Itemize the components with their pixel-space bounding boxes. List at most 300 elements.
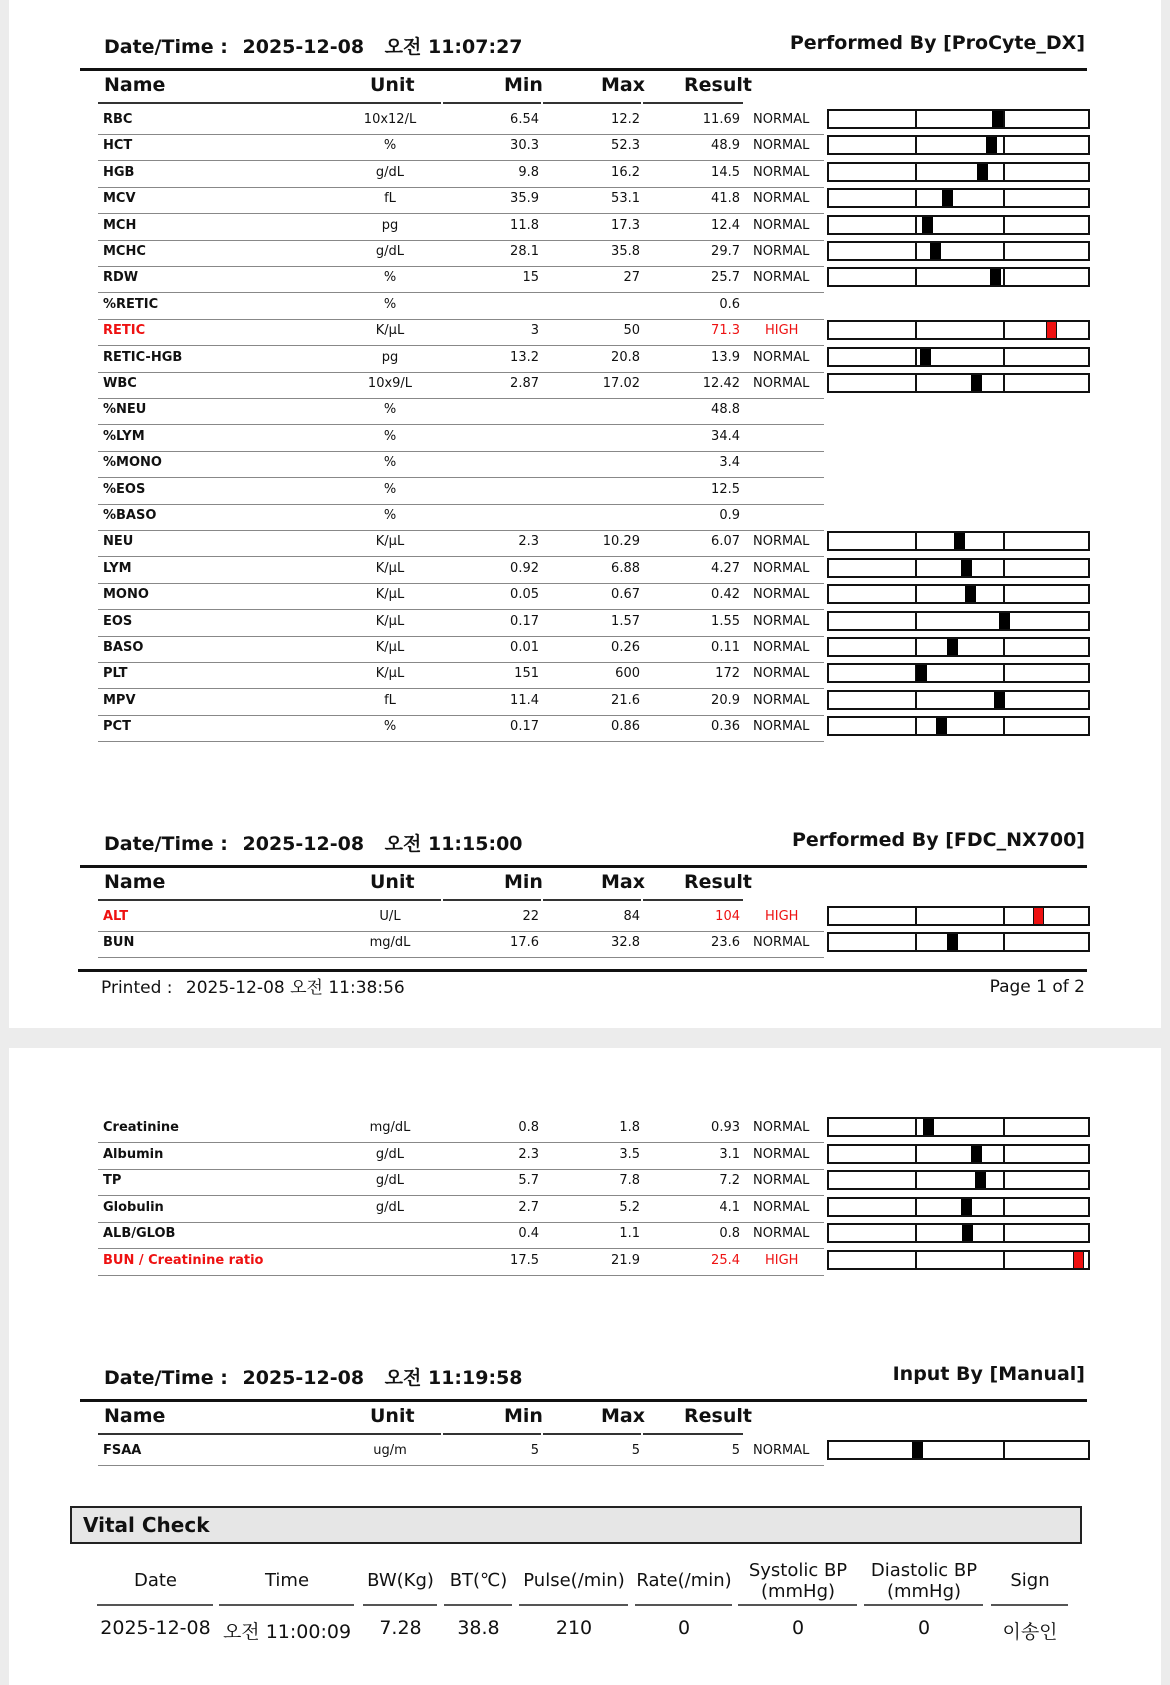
range-bar bbox=[827, 135, 1090, 155]
range-divider-low bbox=[915, 718, 917, 734]
test-unit: % bbox=[383, 508, 397, 523]
range-divider-low bbox=[915, 243, 917, 259]
test-max: 21.9 bbox=[611, 1253, 640, 1268]
test-name: RDW bbox=[103, 270, 139, 286]
test-name: Albumin bbox=[103, 1146, 164, 1162]
test-flag: NORMAL bbox=[753, 1226, 810, 1242]
test-name: TP bbox=[103, 1173, 122, 1189]
test-max: 17.3 bbox=[611, 217, 640, 233]
range-bar bbox=[827, 320, 1090, 340]
test-result: 0.11 bbox=[711, 640, 740, 655]
col-min-header: Min bbox=[504, 74, 543, 96]
vital-header-6: Systolic BP (mmHg) bbox=[748, 1560, 848, 1602]
test-flag: NORMAL bbox=[753, 692, 810, 708]
col-max-header: Max bbox=[601, 74, 645, 96]
result-marker bbox=[1046, 322, 1057, 338]
test-result: 0.93 bbox=[711, 1120, 740, 1135]
test-max: 21.6 bbox=[611, 692, 640, 708]
table-row bbox=[0, 1249, 1170, 1273]
range-bar bbox=[827, 1223, 1090, 1243]
test-unit: % bbox=[383, 270, 397, 286]
range-bar bbox=[827, 215, 1090, 235]
test-result: 25.4 bbox=[711, 1253, 740, 1268]
result-marker bbox=[971, 1146, 982, 1162]
range-divider-high bbox=[1003, 665, 1005, 681]
result-marker bbox=[920, 349, 931, 365]
range-divider-high bbox=[1003, 217, 1005, 233]
test-max: 32.8 bbox=[611, 935, 640, 951]
test-result: 12.42 bbox=[702, 376, 740, 391]
range-divider-high bbox=[1003, 269, 1005, 285]
test-unit: pg bbox=[381, 217, 399, 233]
datetime-label: Date/Time : bbox=[104, 1367, 228, 1389]
test-max: 16.2 bbox=[611, 164, 640, 180]
test-flag: NORMAL bbox=[753, 719, 810, 735]
vital-value-2: 7.28 bbox=[379, 1617, 422, 1639]
vital-header-0: Date bbox=[133, 1570, 178, 1591]
result-marker bbox=[975, 1172, 986, 1188]
printed-timestamp bbox=[101, 973, 405, 998]
table-row bbox=[0, 478, 1170, 502]
range-divider-high bbox=[1003, 934, 1005, 950]
test-result: 3.1 bbox=[719, 1146, 740, 1162]
test-min: 2.3 bbox=[518, 534, 539, 550]
range-bar bbox=[827, 109, 1090, 129]
col-name-header: Name bbox=[104, 74, 166, 96]
test-unit: 10x12/L bbox=[363, 112, 417, 127]
test-max: 84 bbox=[623, 909, 640, 924]
range-divider-low bbox=[915, 190, 917, 206]
test-name: RETIC-HGB bbox=[103, 349, 183, 365]
table-row bbox=[0, 931, 1170, 955]
test-result: 25.7 bbox=[711, 270, 740, 286]
row-underline bbox=[98, 1465, 824, 1466]
test-unit: U/L bbox=[379, 909, 401, 924]
table-row bbox=[0, 346, 1170, 370]
range-bar bbox=[827, 932, 1090, 952]
range-divider-low bbox=[915, 111, 917, 127]
test-unit: % bbox=[383, 296, 397, 312]
header-underline bbox=[443, 1433, 541, 1435]
section1-datetime bbox=[104, 32, 523, 59]
test-min: 2.87 bbox=[510, 376, 539, 391]
test-flag: NORMAL bbox=[753, 217, 810, 233]
vital-value-3: 38.8 bbox=[457, 1617, 500, 1639]
test-result: 104 bbox=[715, 909, 740, 924]
vital-header-underline bbox=[991, 1604, 1068, 1606]
result-marker bbox=[916, 665, 927, 681]
test-name: FSAA bbox=[103, 1443, 142, 1458]
result-marker bbox=[912, 1442, 923, 1458]
test-unit: mg/dL bbox=[369, 1120, 411, 1135]
table-row bbox=[0, 1222, 1170, 1246]
test-name: WBC bbox=[103, 376, 137, 391]
result-marker bbox=[1073, 1252, 1084, 1268]
test-unit: K/µL bbox=[375, 560, 405, 576]
test-unit: K/µL bbox=[375, 323, 405, 339]
test-unit: g/dL bbox=[375, 244, 405, 259]
test-result: 20.9 bbox=[711, 692, 740, 708]
test-unit: K/µL bbox=[375, 640, 405, 655]
range-divider-low bbox=[915, 269, 917, 285]
test-unit: K/µL bbox=[375, 534, 405, 550]
datetime-date: 2025-12-08 bbox=[242, 833, 365, 855]
col-result-header: Result bbox=[684, 871, 752, 893]
test-name: PLT bbox=[103, 666, 128, 682]
test-name: BUN bbox=[103, 935, 135, 951]
table-row bbox=[0, 905, 1170, 929]
range-divider-high bbox=[1003, 1199, 1005, 1215]
test-max: 10.29 bbox=[602, 534, 640, 550]
test-result: 4.1 bbox=[719, 1199, 740, 1215]
test-flag: NORMAL bbox=[753, 560, 810, 576]
vital-header-8: Sign bbox=[1010, 1570, 1050, 1591]
test-flag: NORMAL bbox=[753, 1443, 810, 1458]
header-underline bbox=[643, 899, 743, 901]
vital-header-5: Rate(/min) bbox=[636, 1570, 732, 1591]
test-result: 14.5 bbox=[711, 164, 740, 180]
range-divider-low bbox=[915, 349, 917, 365]
table-row bbox=[0, 108, 1170, 132]
vital-value-6: 0 bbox=[791, 1617, 805, 1639]
range-bar bbox=[827, 241, 1090, 261]
test-min: 0.8 bbox=[518, 1120, 539, 1135]
header-underline bbox=[98, 899, 337, 901]
test-result: 1.55 bbox=[711, 613, 740, 629]
range-bar bbox=[827, 347, 1090, 367]
range-divider-low bbox=[915, 1172, 917, 1188]
range-divider-low bbox=[915, 1252, 917, 1268]
table-row bbox=[0, 240, 1170, 264]
vital-header-underline bbox=[738, 1604, 857, 1606]
range-divider-low bbox=[915, 692, 917, 708]
test-min: 0.05 bbox=[510, 587, 539, 603]
row-underline bbox=[98, 741, 824, 742]
result-marker bbox=[930, 243, 941, 259]
table-row bbox=[0, 266, 1170, 290]
test-flag: NORMAL bbox=[753, 1120, 810, 1135]
result-marker bbox=[999, 613, 1010, 629]
vital-value-5: 0 bbox=[677, 1617, 691, 1639]
table-row bbox=[0, 319, 1170, 343]
range-divider-low bbox=[915, 934, 917, 950]
test-result: 48.8 bbox=[711, 402, 740, 418]
range-divider-high bbox=[1003, 375, 1005, 391]
range-divider-low bbox=[915, 217, 917, 233]
divider bbox=[80, 1399, 1087, 1402]
datetime-label: Date/Time : bbox=[104, 36, 228, 58]
test-flag: NORMAL bbox=[753, 349, 810, 365]
range-bar bbox=[827, 188, 1090, 208]
test-flag: NORMAL bbox=[753, 666, 810, 682]
result-marker bbox=[922, 217, 933, 233]
range-divider-high bbox=[1003, 243, 1005, 259]
datetime-time: 오전 11:15:00 bbox=[384, 833, 523, 855]
header-underline bbox=[643, 102, 743, 104]
vital-header-underline bbox=[363, 1604, 437, 1606]
test-flag: NORMAL bbox=[753, 1146, 810, 1162]
test-unit: K/µL bbox=[375, 666, 405, 682]
col-name-header: Name bbox=[104, 1405, 166, 1427]
section3-datetime bbox=[104, 1363, 523, 1390]
test-name: BUN / Creatinine ratio bbox=[103, 1253, 264, 1268]
table-row bbox=[0, 504, 1170, 528]
range-bar bbox=[827, 1144, 1090, 1164]
header-underline bbox=[337, 1433, 441, 1435]
test-max: 12.2 bbox=[611, 112, 640, 127]
vital-header-7: Diastolic BP (mmHg) bbox=[870, 1560, 978, 1602]
result-marker bbox=[962, 1225, 973, 1241]
test-min: 0.4 bbox=[518, 1226, 539, 1242]
table-row bbox=[0, 662, 1170, 686]
range-divider-high bbox=[1003, 639, 1005, 655]
range-divider-high bbox=[1003, 1225, 1005, 1241]
test-result: 0.36 bbox=[711, 719, 740, 735]
table-row bbox=[0, 1116, 1170, 1140]
range-divider-high bbox=[1003, 718, 1005, 734]
range-bar bbox=[827, 1440, 1090, 1460]
range-bar bbox=[827, 1197, 1090, 1217]
test-result: 48.9 bbox=[711, 138, 740, 154]
range-divider-low bbox=[915, 560, 917, 576]
vital-check-header bbox=[70, 1506, 1082, 1544]
range-bar bbox=[827, 690, 1090, 710]
result-marker bbox=[936, 718, 947, 734]
result-marker bbox=[994, 692, 1005, 708]
test-name: MONO bbox=[103, 587, 149, 603]
header-underline bbox=[543, 1433, 641, 1435]
table-row bbox=[0, 689, 1170, 713]
table-row bbox=[0, 372, 1170, 396]
result-marker bbox=[986, 137, 997, 153]
col-max-header: Max bbox=[601, 871, 645, 893]
test-flag: NORMAL bbox=[753, 640, 810, 655]
result-marker bbox=[942, 190, 953, 206]
row-underline bbox=[98, 957, 824, 958]
range-divider-low bbox=[915, 586, 917, 602]
test-min: 2.7 bbox=[518, 1199, 539, 1215]
test-flag: NORMAL bbox=[753, 1199, 810, 1215]
test-max: 17.02 bbox=[602, 376, 640, 391]
vital-header-2: BW(Kg) bbox=[367, 1570, 434, 1591]
col-result-header: Result bbox=[684, 1405, 752, 1427]
test-flag: NORMAL bbox=[753, 244, 810, 259]
range-divider-high bbox=[1003, 533, 1005, 549]
header-underline bbox=[443, 102, 541, 104]
test-min: 13.2 bbox=[510, 349, 539, 365]
vital-header-underline bbox=[635, 1604, 732, 1606]
test-unit: fL bbox=[384, 191, 396, 207]
range-bar bbox=[827, 267, 1090, 287]
test-name: MCV bbox=[103, 191, 136, 207]
test-name: %BASO bbox=[103, 508, 157, 523]
test-name: HCT bbox=[103, 138, 133, 154]
vital-header-underline bbox=[864, 1604, 983, 1606]
range-divider-low bbox=[915, 375, 917, 391]
table-row bbox=[0, 1439, 1170, 1463]
test-min: 11.8 bbox=[510, 217, 539, 233]
test-max: 1.1 bbox=[619, 1226, 640, 1242]
col-result-header: Result bbox=[684, 74, 752, 96]
test-max: 600 bbox=[615, 666, 640, 682]
test-name: %LYM bbox=[103, 428, 145, 444]
range-divider-low bbox=[915, 639, 917, 655]
col-unit-header: Unit bbox=[370, 1405, 415, 1427]
range-divider-high bbox=[1003, 190, 1005, 206]
table-row bbox=[0, 187, 1170, 211]
range-divider-low bbox=[915, 322, 917, 338]
test-name: %RETIC bbox=[103, 296, 159, 312]
range-bar bbox=[827, 558, 1090, 578]
footer-divider bbox=[78, 969, 1087, 972]
test-flag: HIGH bbox=[765, 909, 799, 924]
datetime-date: 2025-12-08 bbox=[242, 1367, 365, 1389]
header-underline bbox=[643, 1433, 743, 1435]
test-max: 35.8 bbox=[611, 244, 640, 259]
test-unit: K/µL bbox=[375, 613, 405, 629]
test-unit: mg/dL bbox=[369, 935, 411, 951]
range-bar bbox=[827, 1170, 1090, 1190]
range-divider-low bbox=[915, 164, 917, 180]
test-min: 0.17 bbox=[510, 613, 539, 629]
test-result: 12.5 bbox=[711, 481, 740, 497]
section1-performed-by: Performed By [ProCyte_DX] bbox=[789, 32, 1085, 54]
test-flag: NORMAL bbox=[753, 1173, 810, 1189]
result-marker bbox=[977, 164, 988, 180]
test-name: RETIC bbox=[103, 323, 146, 339]
table-row bbox=[0, 1143, 1170, 1167]
datetime-time: 오전 11:07:27 bbox=[384, 36, 523, 58]
test-name: %NEU bbox=[103, 402, 147, 418]
col-unit-header: Unit bbox=[370, 74, 415, 96]
test-unit: % bbox=[383, 455, 397, 471]
test-max: 50 bbox=[623, 323, 640, 339]
test-max: 6.88 bbox=[611, 560, 640, 576]
test-min: 5 bbox=[530, 1443, 539, 1458]
vital-header-3: BT(℃) bbox=[449, 1570, 508, 1591]
header-underline bbox=[337, 899, 441, 901]
test-result: 5 bbox=[731, 1443, 740, 1458]
range-divider-high bbox=[1003, 349, 1005, 365]
table-row bbox=[0, 398, 1170, 422]
result-marker bbox=[961, 1199, 972, 1215]
test-max: 1.8 bbox=[619, 1120, 640, 1135]
range-bar bbox=[827, 162, 1090, 182]
vital-value-8: 이송인 bbox=[1002, 1621, 1058, 1643]
range-divider-high bbox=[1003, 1146, 1005, 1162]
result-marker bbox=[947, 934, 958, 950]
range-divider-high bbox=[1003, 111, 1005, 127]
datetime-label: Date/Time : bbox=[104, 833, 228, 855]
test-result: 3.4 bbox=[719, 455, 740, 471]
divider bbox=[80, 68, 1087, 71]
col-max-header: Max bbox=[601, 1405, 645, 1427]
vital-header-underline bbox=[97, 1604, 213, 1606]
result-marker bbox=[961, 560, 972, 576]
test-min: 151 bbox=[514, 666, 539, 682]
test-min: 28.1 bbox=[510, 244, 539, 259]
vital-check-title: Vital Check bbox=[83, 1513, 210, 1537]
test-min: 17.5 bbox=[510, 1253, 539, 1268]
test-name: PCT bbox=[103, 719, 131, 735]
test-name: MCH bbox=[103, 217, 137, 233]
test-unit: 10x9/L bbox=[367, 376, 413, 391]
vital-value-7: 0 bbox=[917, 1617, 931, 1639]
test-max: 20.8 bbox=[611, 349, 640, 365]
test-flag: HIGH bbox=[765, 323, 799, 339]
test-result: 0.9 bbox=[719, 508, 740, 523]
header-underline bbox=[543, 102, 641, 104]
header-underline bbox=[443, 899, 541, 901]
result-marker bbox=[971, 375, 982, 391]
result-marker bbox=[923, 1119, 934, 1135]
test-min: 15 bbox=[522, 270, 539, 286]
test-flag: NORMAL bbox=[753, 191, 810, 207]
test-result: 23.6 bbox=[711, 935, 740, 951]
test-result: 71.3 bbox=[711, 323, 740, 339]
test-name: BASO bbox=[103, 640, 144, 655]
result-marker bbox=[965, 586, 976, 602]
test-max: 5.2 bbox=[619, 1199, 640, 1215]
table-row bbox=[0, 134, 1170, 158]
test-min: 30.3 bbox=[510, 138, 539, 154]
page-number: Page 1 of 2 bbox=[989, 977, 1085, 997]
header-underline bbox=[337, 102, 441, 104]
range-divider-high bbox=[1003, 137, 1005, 153]
test-max: 5 bbox=[631, 1443, 640, 1458]
test-unit: % bbox=[383, 481, 397, 497]
vital-value-0: 2025-12-08 bbox=[100, 1617, 211, 1639]
test-unit: g/dL bbox=[375, 164, 405, 180]
range-divider-low bbox=[915, 1146, 917, 1162]
test-name: NEU bbox=[103, 534, 134, 550]
header-underline bbox=[543, 899, 641, 901]
result-marker bbox=[954, 533, 965, 549]
header-underline bbox=[98, 1433, 337, 1435]
test-max: 0.26 bbox=[611, 640, 640, 655]
range-bar bbox=[827, 584, 1090, 604]
datetime-time: 오전 11:19:58 bbox=[384, 1367, 523, 1389]
header-underline bbox=[98, 102, 337, 104]
table-row bbox=[0, 610, 1170, 634]
table-row bbox=[0, 451, 1170, 475]
result-marker bbox=[990, 269, 1001, 285]
test-result: 4.27 bbox=[711, 560, 740, 576]
test-max: 3.5 bbox=[619, 1146, 640, 1162]
table-row bbox=[0, 293, 1170, 317]
table-row bbox=[0, 583, 1170, 607]
table-row bbox=[0, 161, 1170, 185]
test-unit: K/µL bbox=[375, 587, 405, 603]
datetime-date: 2025-12-08 bbox=[242, 36, 365, 58]
test-result: 12.4 bbox=[711, 217, 740, 233]
range-bar bbox=[827, 906, 1090, 926]
printed-label: Printed : bbox=[101, 978, 173, 998]
range-divider-low bbox=[915, 1225, 917, 1241]
range-divider-low bbox=[915, 137, 917, 153]
test-max: 0.67 bbox=[611, 587, 640, 603]
range-divider-high bbox=[1003, 164, 1005, 180]
test-min: 5.7 bbox=[518, 1173, 539, 1189]
range-bar bbox=[827, 1250, 1090, 1270]
test-unit: g/dL bbox=[375, 1173, 405, 1189]
table-row bbox=[0, 636, 1170, 660]
range-bar bbox=[827, 611, 1090, 631]
vital-header-underline bbox=[519, 1604, 628, 1606]
test-name: Creatinine bbox=[103, 1120, 179, 1135]
result-marker bbox=[992, 111, 1003, 127]
test-flag: NORMAL bbox=[753, 534, 810, 550]
